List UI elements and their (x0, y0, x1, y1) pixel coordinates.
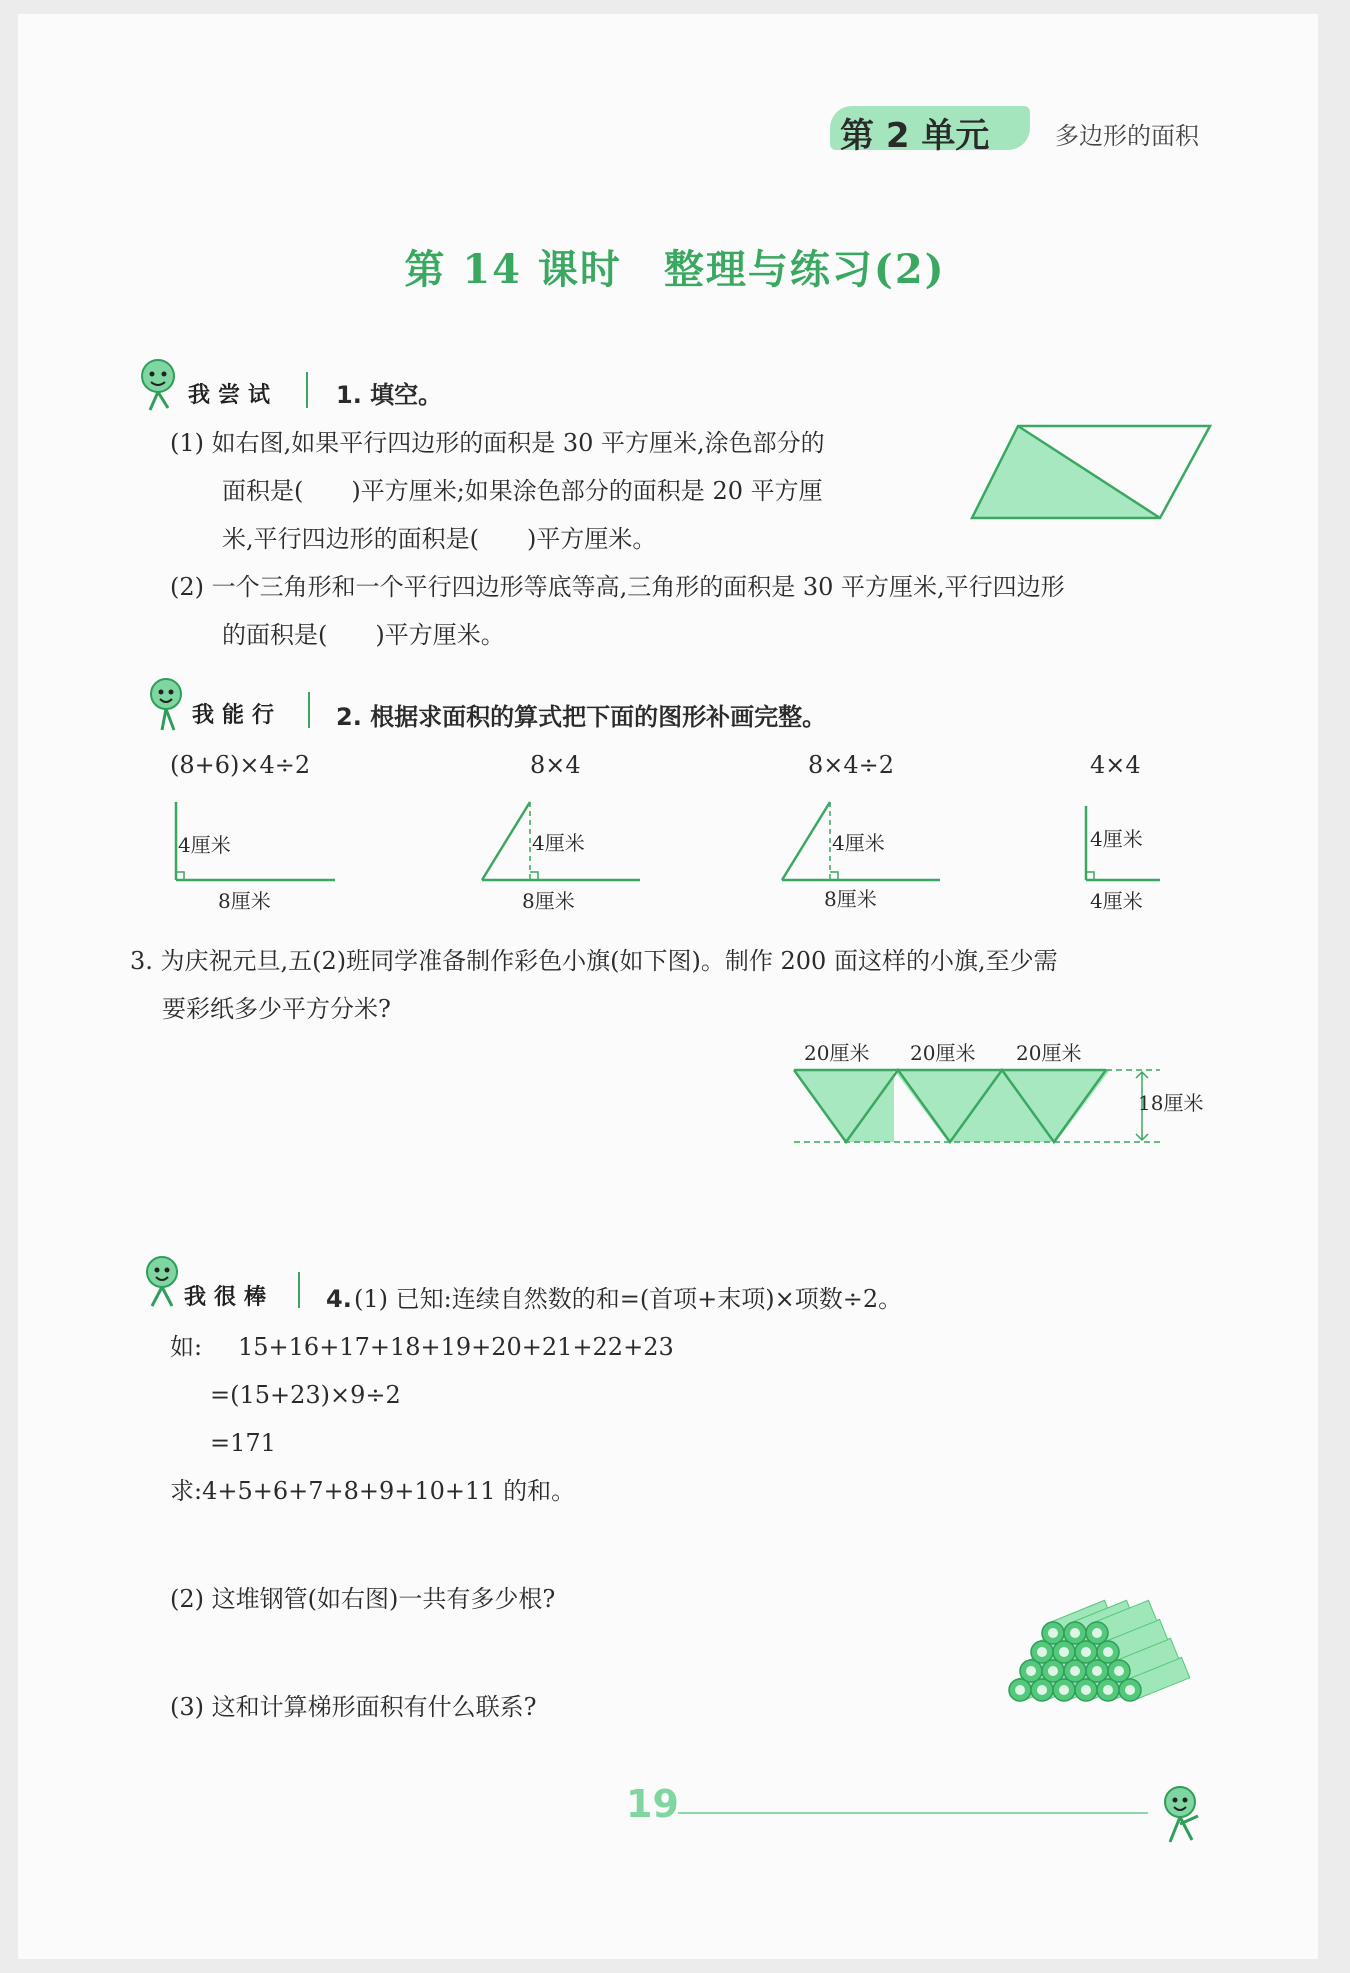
pipe-hole (1015, 1685, 1025, 1695)
formula-4: 4×4 (1090, 751, 1141, 779)
pipe-hole (1059, 1685, 1069, 1695)
pipe-hole (1048, 1628, 1058, 1638)
q4-number: 4. (326, 1285, 352, 1313)
pipe-hole (1092, 1628, 1102, 1638)
formula-2: 8×4 (530, 751, 581, 779)
pipe-hole (1114, 1666, 1124, 1676)
parallelogram-figure (970, 420, 1220, 525)
section-tag-can: 我能行 (192, 703, 283, 728)
tag-divider (298, 1272, 300, 1308)
pipe-hole (1070, 1666, 1080, 1676)
fig4-base-label: 4厘米 (1090, 889, 1143, 913)
pipe-hole (1070, 1628, 1080, 1638)
example-line-1: 15+16+17+18+19+20+21+22+23 (238, 1333, 674, 1361)
pipe-hole (1059, 1647, 1069, 1657)
example-line-2: =(15+23)×9÷2 (210, 1381, 401, 1409)
mascot-girl-icon (128, 352, 188, 412)
lesson-title: 第 14 课时 整理与练习(2) (404, 246, 946, 293)
example-line-3: =171 (210, 1429, 276, 1457)
flag-width-label-1: 20厘米 (804, 1041, 870, 1065)
pipe-hole (1081, 1647, 1091, 1657)
q4-part2: (2) 这堆钢管(如右图)一共有多少根? (170, 1585, 556, 1613)
fig2-height-label: 4厘米 (532, 831, 585, 855)
q1-part2-line2: 的面积是( )平方厘米。 (222, 621, 505, 649)
q4-part1-title: (1) 已知:连续自然数的和=(首项+末项)×项数÷2。 (354, 1285, 903, 1313)
q3-line2: 要彩纸多少平方分米? (162, 995, 391, 1023)
footer-rule (678, 1812, 1148, 1814)
fig4-height-label: 4厘米 (1090, 827, 1143, 851)
formula-1: (8+6)×4÷2 (170, 751, 311, 779)
page-number: 19 (626, 1782, 679, 1826)
q1-part2-line1: (2) 一个三角形和一个平行四边形等底等高,三角形的面积是 30 平方厘米,平行四边形 (170, 573, 1065, 601)
fig2-base-label: 8厘米 (522, 889, 575, 913)
pipe-hole (1125, 1685, 1135, 1695)
q1-part1-line2: 面积是( )平方厘米;如果涂色部分的面积是 20 平方厘 (222, 477, 823, 505)
tag-divider (306, 372, 308, 408)
pipe-hole (1037, 1685, 1047, 1695)
pipe-hole (1037, 1647, 1047, 1657)
fig1-base-label: 8厘米 (218, 889, 271, 913)
pipe-hole (1026, 1666, 1036, 1676)
section-tag-great: 我很棒 (184, 1285, 275, 1310)
q1-title: 1. 填空。 (336, 381, 443, 409)
pipe-hole (1103, 1685, 1113, 1695)
q4-ask: 求:4+5+6+7+8+9+10+11 的和。 (170, 1477, 576, 1505)
flag-width-label-3: 20厘米 (1016, 1041, 1082, 1065)
flag-height-label: 18厘米 (1138, 1091, 1204, 1115)
mascot-kid-icon (134, 1250, 190, 1310)
q2-title: 2. 根据求面积的算式把下面的图形补画完整。 (336, 703, 827, 731)
q1-part1-line3: 米,平行四边形的面积是( )平方厘米。 (222, 525, 657, 553)
pipe-hole (1048, 1666, 1058, 1676)
unit-label: 第 2 单元 (840, 116, 990, 156)
mascot-footer-icon (1150, 1780, 1210, 1850)
fig3-height-label: 4厘米 (832, 831, 885, 855)
q3-line1: 3. 为庆祝元旦,五(2)班同学准备制作彩色小旗(如下图)。制作 200 面这样的小旗,至少需 (130, 947, 1058, 975)
flag-width-label-2: 20厘米 (910, 1041, 976, 1065)
formula-3: 8×4÷2 (808, 751, 895, 779)
q1-part1-line1: (1) 如右图,如果平行四边形的面积是 30 平方厘米,涂色部分的 (170, 429, 825, 457)
fig1-height-label: 4厘米 (178, 833, 231, 857)
section-tag-try: 我尝试 (188, 383, 279, 408)
tag-divider (308, 692, 310, 728)
steel-pipe-pile (1000, 1580, 1215, 1705)
pipe-hole (1092, 1666, 1102, 1676)
flag-figure (790, 1062, 1170, 1144)
mascot-boy-icon (138, 672, 194, 732)
q4-part3: (3) 这和计算梯形面积有什么联系? (170, 1693, 537, 1721)
fig3-base-label: 8厘米 (824, 887, 877, 911)
pipe-hole (1103, 1647, 1113, 1657)
pipe-hole (1081, 1685, 1091, 1695)
example-label: 如: (170, 1333, 203, 1361)
unit-subtitle: 多边形的面积 (1055, 122, 1199, 150)
